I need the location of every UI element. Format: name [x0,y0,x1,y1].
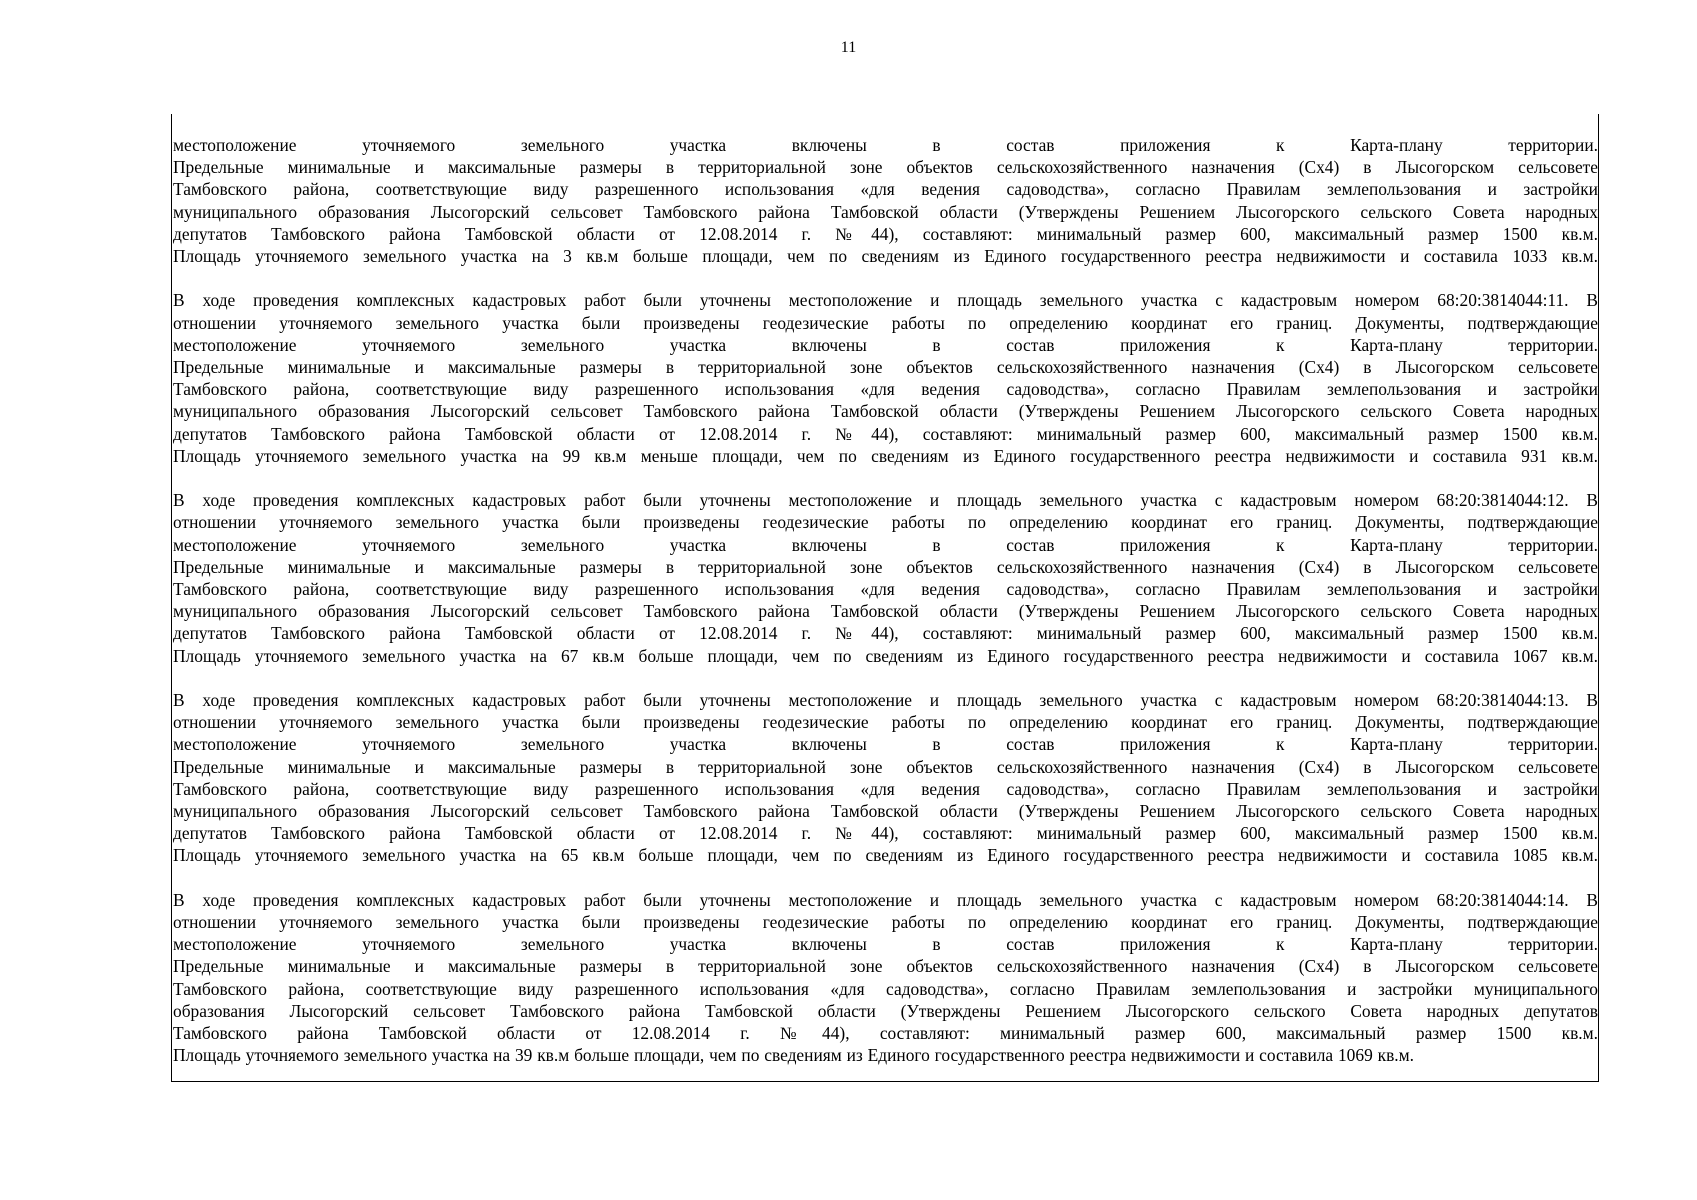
page-number: 11 [840,39,857,56]
text-line: депутатов Тамбовского района Тамбовской области от 12.08.2014 г. №44), составляют: минимальный размер 600, максимальный размер 1500 кв.м. [173,623,1598,644]
text-line: Предельные минимальные и максимальные размеры в территориальной зоне объектов сельскохозяйственного назначения (Сх4) в Лысогорском сельсовете [173,756,1598,777]
text-line: Предельные минимальные и максимальные размеры в территориальной зоне объектов сельскохозяйственного назначения (Сх4) в Лысогорском сельсовете [173,956,1598,977]
paragraph-3 [173,489,1598,667]
text-line: депутатов Тамбовского района Тамбовской области от 12.08.2014 г. №44), составляют: минимальный размер 600, максимальный размер 1500 кв.м. [173,223,1598,244]
text-line: Площадь уточняемого земельного участка на 67 кв.м больше площади, чем по сведениям из Единого государственного реестра недвижимости и составила 1067 кв.м. [173,645,1598,666]
text-line: Тамбовского района, соответствующие виду разрешенного использования «для ведения садоводства», согласно Правилам землепользования и застройки [173,379,1598,400]
text-line: Тамбовского района, соответствующие виду разрешенного использования «для садоводства», согласно Правилам землепользования и застройки муниципального [173,978,1598,999]
text-line: Тамбовского района, соответствующие виду разрешенного использования «для ведения садоводства», согласно Правилам землепользования и застройки [173,179,1598,200]
paragraph-2 [173,289,1598,467]
text-line: В ходе проведения комплексных кадастровых работ были уточнены местоположение и площадь земельного участка с кадастровым номером 68:20:3814044:12. В [173,490,1598,511]
text-line: Площадь уточняемого земельного участка на 3 кв.м больше площади, чем по сведениям из Единого государственного реестра недвижимости и составила 1033 кв.м. [173,246,1598,267]
text-line: местоположение уточняемого земельного участка включены в состав приложения к Карта-плану территории. [173,334,1598,355]
text-line: местоположение уточняемого земельного участка включены в состав приложения к Карта-плану территории. [173,135,1598,155]
text-line: Площадь уточняемого земельного участка на 99 кв.м меньше площади, чем по сведениям из Единого государственного реестра недвижимости и составила 931 кв.м. [173,445,1598,466]
text-line: депутатов Тамбовского района Тамбовской области от 12.08.2014 г. №44), составляют: минимальный размер 600, максимальный размер 1500 кв.м. [173,823,1598,844]
text-line: отношении уточняемого земельного участка были произведены геодезические работы по определению координат его границ. Документы, подтверждающие [173,912,1598,933]
paragraph-5 [173,889,1598,1067]
text-line: Предельные минимальные и максимальные размеры в территориальной зоне объектов сельскохозяйственного назначения (Сх4) в Лысогорском сельсовете [173,157,1598,178]
text-line: Тамбовского района, соответствующие виду разрешенного использования «для ведения садоводства», согласно Правилам землепользования и застройки [173,579,1598,600]
text-line: Тамбовского района, соответствующие виду разрешенного использования «для ведения садоводства», согласно Правилам землепользования и застройки [173,778,1598,799]
document-body [173,134,1598,1066]
text-line: Площадь уточняемого земельного участка на 39 кв.м больше площади, чем по сведениям из Единого государственного реестра недвижимости и составила 1069 кв.м. [173,1045,1414,1066]
text-line: отношении уточняемого земельного участка были произведены геодезические работы по определению координат его границ. Документы, подтверждающие [173,712,1598,733]
paragraph-4 [173,689,1598,867]
text-line: Площадь уточняемого земельного участка на 65 кв.м больше площади, чем по сведениям из Единого государственного реестра недвижимости и составила 1085 кв.м. [173,845,1598,866]
text-line: местоположение уточняемого земельного участка включены в состав приложения к Карта-плану территории. [173,934,1598,955]
text-line: муниципального образования Лысогорский сельсовет Тамбовского района Тамбовской области (Утверждены Решением Лысогорского сельского Совета народных [173,801,1598,822]
text-line: В ходе проведения комплексных кадастровых работ были уточнены местоположение и площадь земельного участка с кадастровым номером 68:20:3814044:11. В [173,290,1598,311]
text-line: местоположение уточняемого земельного участка включены в состав приложения к Карта-плану территории. [173,734,1598,755]
text-line: Предельные минимальные и максимальные размеры в территориальной зоне объектов сельскохозяйственного назначения (Сх4) в Лысогорском сельсовете [173,556,1598,577]
text-line: отношении уточняемого земельного участка были произведены геодезические работы по определению координат его границ. Документы, подтверждающие [173,512,1598,533]
text-line: отношении уточняемого земельного участка были произведены геодезические работы по определению координат его границ. Документы, подтверждающие [173,312,1598,333]
text-line: муниципального образования Лысогорский сельсовет Тамбовского района Тамбовской области (Утверждены Решением Лысогорского сельского Совета народных [173,601,1598,622]
text-line: В ходе проведения комплексных кадастровых работ были уточнены местоположение и площадь земельного участка с кадастровым номером 68:20:3814044:13. В [173,690,1598,711]
text-line: муниципального образования Лысогорский сельсовет Тамбовского района Тамбовской области (Утверждены Решением Лысогорского сельского Совета народных [173,201,1598,222]
text-line: Предельные минимальные и максимальные размеры в территориальной зоне объектов сельскохозяйственного назначения (Сх4) в Лысогорском сельсовете [173,357,1598,378]
text-line: муниципального образования Лысогорский сельсовет Тамбовского района Тамбовской области (Утверждены Решением Лысогорского сельского Совета народных [173,401,1598,422]
text-line: образования Лысогорский сельсовет Тамбовского района Тамбовской области (Утверждены Решением Лысогорского сельского Совета народных депутатов [173,1000,1598,1021]
text-line: Тамбовского района Тамбовской области от 12.08.2014 г. №44), составляют: минимальный размер 600, максимальный размер 1500 кв.м. [173,1023,1598,1044]
paragraph-1 [173,134,1598,267]
text-line: депутатов Тамбовского района Тамбовской области от 12.08.2014 г. №44), составляют: минимальный размер 600, максимальный размер 1500 кв.м. [173,423,1598,444]
text-line: В ходе проведения комплексных кадастровых работ были уточнены местоположение и площадь земельного участка с кадастровым номером 68:20:3814044:14. В [173,889,1598,910]
text-line: местоположение уточняемого земельного участка включены в состав приложения к Карта-плану территории. [173,534,1598,555]
